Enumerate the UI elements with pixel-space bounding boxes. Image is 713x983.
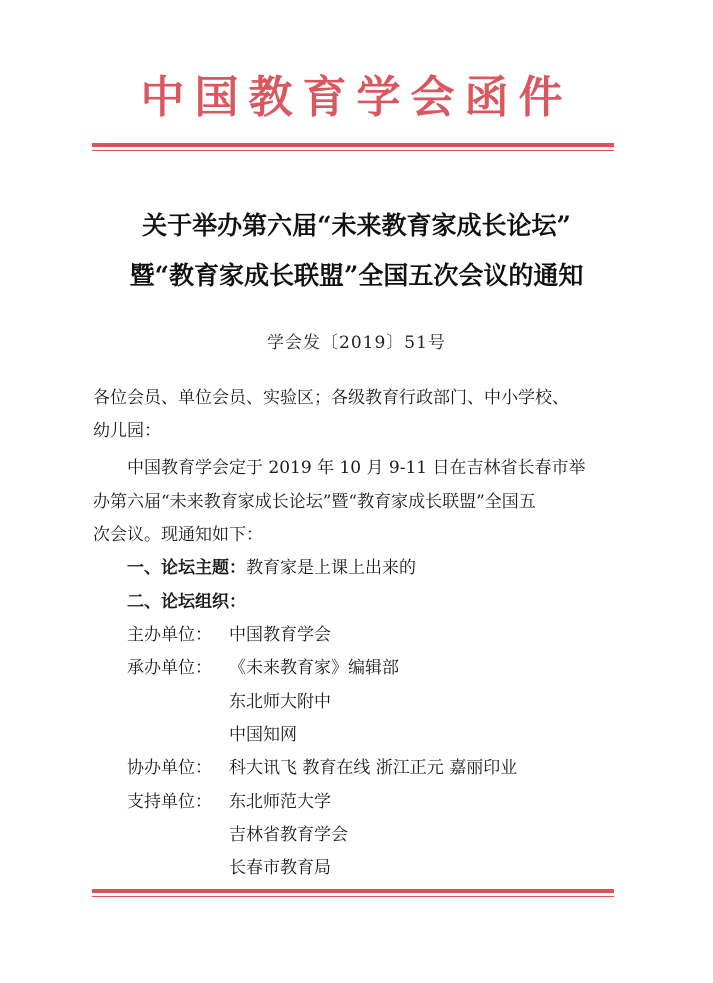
co-value: 科大讯飞 教育在线 浙江正元 嘉丽印业: [229, 758, 518, 778]
letterhead-divider: [92, 143, 614, 151]
support-item: 东北师范大学: [229, 792, 331, 812]
undertake-label: 承办单位：: [127, 658, 212, 678]
intro-line-2: 办第六届“未来教育家成长论坛”暨“教育家成长联盟”全国五: [93, 492, 536, 512]
section-1-text: 教育家是上课上出来的: [246, 558, 416, 578]
undertake-item: 中国知网: [229, 725, 297, 745]
document-title-line-2: 暨“教育家成长联盟”全国五次会议的通知: [129, 261, 584, 290]
footer-divider: [92, 889, 614, 897]
section-1-heading: 一、论坛主题：: [127, 558, 246, 578]
document-title-line-1: 关于举办第六届“未来教育家成长论坛”: [142, 211, 571, 240]
salutation-line-2: 幼儿园：: [93, 421, 161, 441]
letterhead-title: 中国教育学会函件: [140, 72, 573, 123]
host-value: 中国教育学会: [229, 625, 331, 645]
undertake-item: 《未来教育家》编辑部: [229, 658, 399, 678]
divider-thick-line: [92, 889, 614, 893]
host-label: 主办单位：: [127, 625, 212, 645]
divider-thin-line: [92, 150, 614, 151]
support-item: 长春市教育局: [229, 858, 331, 878]
support-label: 支持单位：: [127, 792, 212, 812]
section-1: [127, 556, 416, 580]
intro-line-3: 次会议。现通知如下：: [93, 525, 263, 545]
undertake-item: 东北师大附中: [229, 692, 331, 712]
intro-line-1: 中国教育学会定于 2019 年 10 月 9-11 日在吉林省长春市举: [127, 458, 586, 478]
divider-thick-line: [92, 143, 614, 147]
section-2-heading: 二、论坛组织：: [127, 592, 246, 612]
document-number: 学会发〔2019〕51号: [267, 333, 446, 353]
salutation-line-1: 各位会员、单位会员、实验区；各级教育行政部门、中小学校、: [93, 388, 569, 408]
co-label: 协办单位：: [127, 758, 212, 778]
divider-thin-line: [92, 896, 614, 897]
support-item: 吉林省教育学会: [229, 825, 348, 845]
